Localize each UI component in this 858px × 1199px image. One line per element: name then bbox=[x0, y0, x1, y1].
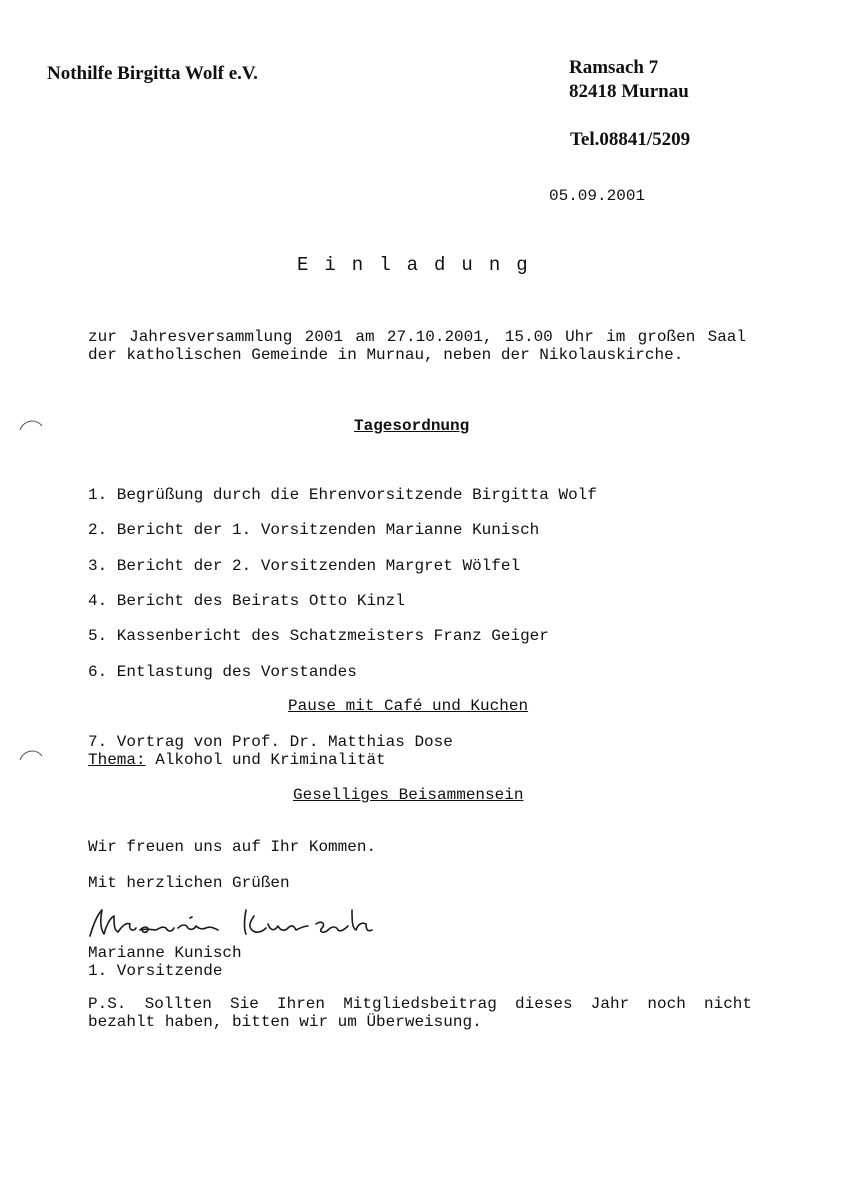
agenda-item-talk: 7. Vortrag von Prof. Dr. Matthias Dose bbox=[88, 733, 453, 751]
invitation-intro: zur Jahresversammlung 2001 am 27.10.2001, 15.00 Uhr im großen Saal der katholischen Gemeinde in Murnau, neben der Nikolauskirche. bbox=[88, 328, 746, 364]
agenda-item: 6. Entlastung des Vorstandes bbox=[88, 663, 357, 681]
letter-title: Einladung bbox=[297, 254, 544, 276]
agenda-social: Geselliges Beisammensein bbox=[293, 786, 524, 804]
postscript: P.S. Sollten Sie Ihren Mitgliedsbeitrag dieses Jahr noch nicht bezahlt haben, bitten wir um Überweisung. bbox=[88, 995, 752, 1031]
phone-number: Tel.08841/5209 bbox=[570, 129, 691, 150]
theme-label: Thema: bbox=[88, 751, 146, 769]
agenda-item: 4. Bericht des Beirats Otto Kinzl bbox=[88, 592, 405, 610]
greeting-line: Mit herzlichen Grüßen bbox=[88, 874, 290, 892]
signer-role: 1. Vorsitzende bbox=[88, 962, 223, 980]
letter-date: 05.09.2001 bbox=[549, 187, 646, 205]
agenda-item: 3. Bericht der 2. Vorsitzenden Margret Wölfel bbox=[88, 557, 521, 575]
address-city: 82418 Murnau bbox=[569, 81, 689, 102]
organization-name: Nothilfe Birgitta Wolf e.V. bbox=[47, 63, 258, 84]
agenda-item: 2. Bericht der 1. Vorsitzenden Marianne Kunisch bbox=[88, 521, 540, 539]
talk-theme bbox=[88, 751, 386, 769]
agenda-heading: Tagesordnung bbox=[354, 417, 470, 435]
theme-value: Alkohol und Kriminalität bbox=[145, 751, 386, 769]
closing-line: Wir freuen uns auf Ihr Kommen. bbox=[88, 838, 377, 856]
address-street: Ramsach 7 bbox=[569, 57, 659, 78]
agenda-item: 1. Begrüßung durch die Ehrenvorsitzende Birgitta Wolf bbox=[88, 486, 597, 504]
agenda-item: 5. Kassenbericht des Schatzmeisters Franz Geiger bbox=[88, 627, 549, 645]
punch-hole-mark bbox=[18, 418, 44, 432]
agenda-break: Pause mit Café und Kuchen bbox=[288, 697, 529, 715]
signer-name: Marianne Kunisch bbox=[88, 944, 242, 962]
punch-hole-mark bbox=[18, 748, 44, 762]
handwritten-signature bbox=[86, 900, 386, 944]
